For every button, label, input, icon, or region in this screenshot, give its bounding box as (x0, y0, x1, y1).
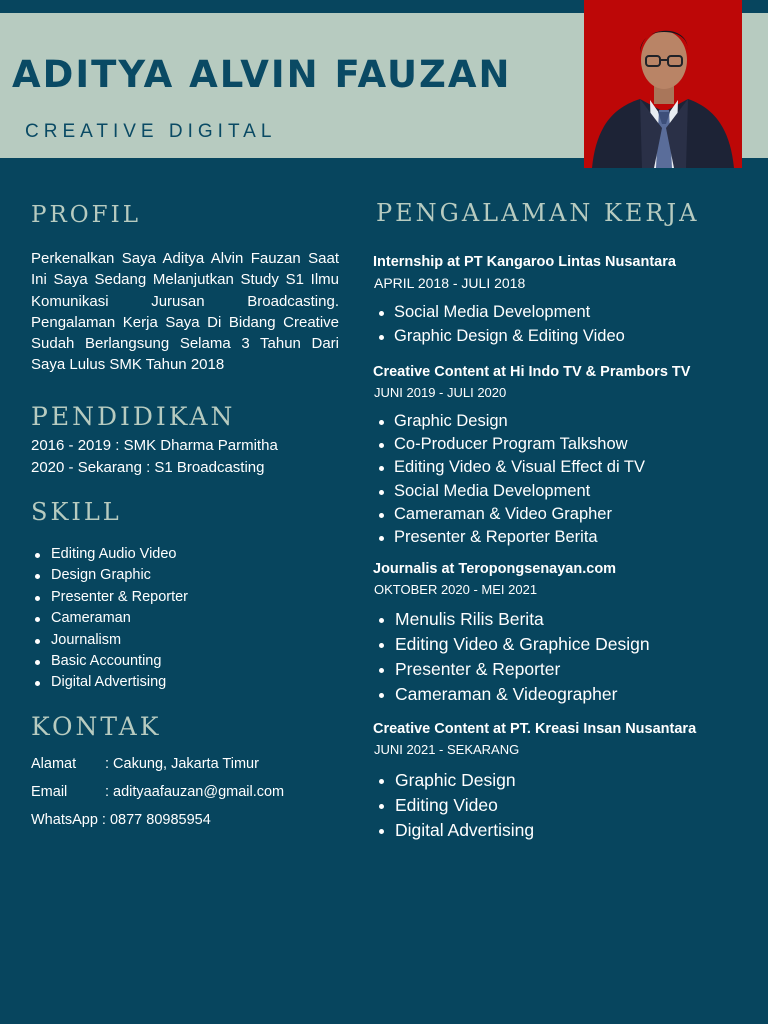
contact-address-value: : Cakung, Jakarta Timur (105, 756, 259, 772)
education-item: 2020 - Sekarang : S1 Broadcasting (31, 459, 265, 476)
job-task-item: Graphic Design (379, 768, 534, 793)
contact-email (31, 784, 284, 800)
job-task-list (379, 607, 650, 707)
job-date: JUNI 2021 - SEKARANG (374, 742, 520, 757)
skill-item: Cameraman (35, 608, 188, 629)
job-task-item: Editing Video & Graphice Design (379, 632, 650, 657)
job-task-list (379, 768, 534, 843)
job-task-item: Presenter & Reporter (379, 657, 650, 682)
profile-photo (584, 0, 742, 168)
job-task-item: Graphic Design & Editing Video (379, 325, 625, 349)
job-task-item: Menulis Rilis Berita (379, 607, 650, 632)
job-date: APRIL 2018 - JULI 2018 (374, 275, 526, 291)
job-task-item: Editing Video & Visual Effect di TV (379, 456, 645, 479)
job-title: Creative Content at Hi Indo TV & Prambors TV (373, 364, 691, 380)
job-task-item: Cameraman & Videographer (379, 682, 650, 707)
job-title: Creative Content at PT. Kreasi Insan Nusantara (373, 721, 697, 737)
skill-item: Basic Accounting (35, 651, 188, 672)
skill-item: Editing Audio Video (35, 544, 188, 565)
person-name: ADITYA ALVIN FAUZAN (12, 53, 512, 96)
contact-address-label: Alamat (31, 756, 77, 772)
skill-heading: SKILL (31, 498, 122, 526)
contact-heading: KONTAK (31, 712, 162, 741)
skill-item: Digital Advertising (35, 672, 188, 693)
job-task-item: Graphic Design (379, 410, 645, 433)
job-task-item: Co-Producer Program Talkshow (379, 433, 645, 456)
job-date: JUNI 2019 - JULI 2020 (374, 385, 507, 400)
education-heading: PENDIDIKAN (31, 402, 236, 431)
skill-item: Journalism (35, 630, 188, 651)
job-title: Internship at PT Kangaroo Lintas Nusantara (373, 254, 676, 270)
contact-email-value: : adityaafauzan@gmail.com (105, 784, 285, 800)
education-item: 2016 - 2019 : SMK Dharma Parmitha (31, 437, 278, 454)
job-task-item: Social Media Development (379, 480, 645, 503)
job-task-item: Presenter & Reporter Berita (379, 526, 645, 549)
contact-email-label: Email (31, 784, 68, 800)
job-task-list (379, 410, 645, 549)
person-role: CREATIVE DIGITAL (25, 121, 277, 142)
person-portrait-icon (584, 0, 742, 168)
profile-heading: PROFIL (31, 202, 141, 228)
job-task-item: Social Media Development (379, 301, 625, 325)
job-task-item: Cameraman & Video Grapher (379, 503, 645, 526)
job-task-item: Editing Video (379, 793, 534, 818)
experience-heading: PENGALAMAN KERJA (376, 199, 700, 227)
job-task-item: Digital Advertising (379, 818, 534, 843)
contact-address (31, 756, 259, 772)
contact-whatsapp: WhatsApp : 0877 80985954 (31, 812, 211, 828)
profile-text: Perkenalkan Saya Aditya Alvin Fauzan Saat Ini Saya Sedang Melanjutkan Study S1 Ilmu Komunikasi Jurusan Broadcasting. Pengalaman Kerja Saya Di Bidang Creative Sudah Berlangsung Selama 3 Tahun Dari Saya Lulus SMK Tahun 2018 (31, 250, 339, 374)
skill-item: Design Graphic (35, 565, 188, 586)
skill-list (35, 544, 188, 694)
job-date: OKTOBER 2020 - MEI 2021 (374, 582, 538, 597)
job-title: Journalis at Teropongsenayan.com (373, 561, 617, 577)
skill-item: Presenter & Reporter (35, 587, 188, 608)
job-task-list (379, 301, 625, 348)
